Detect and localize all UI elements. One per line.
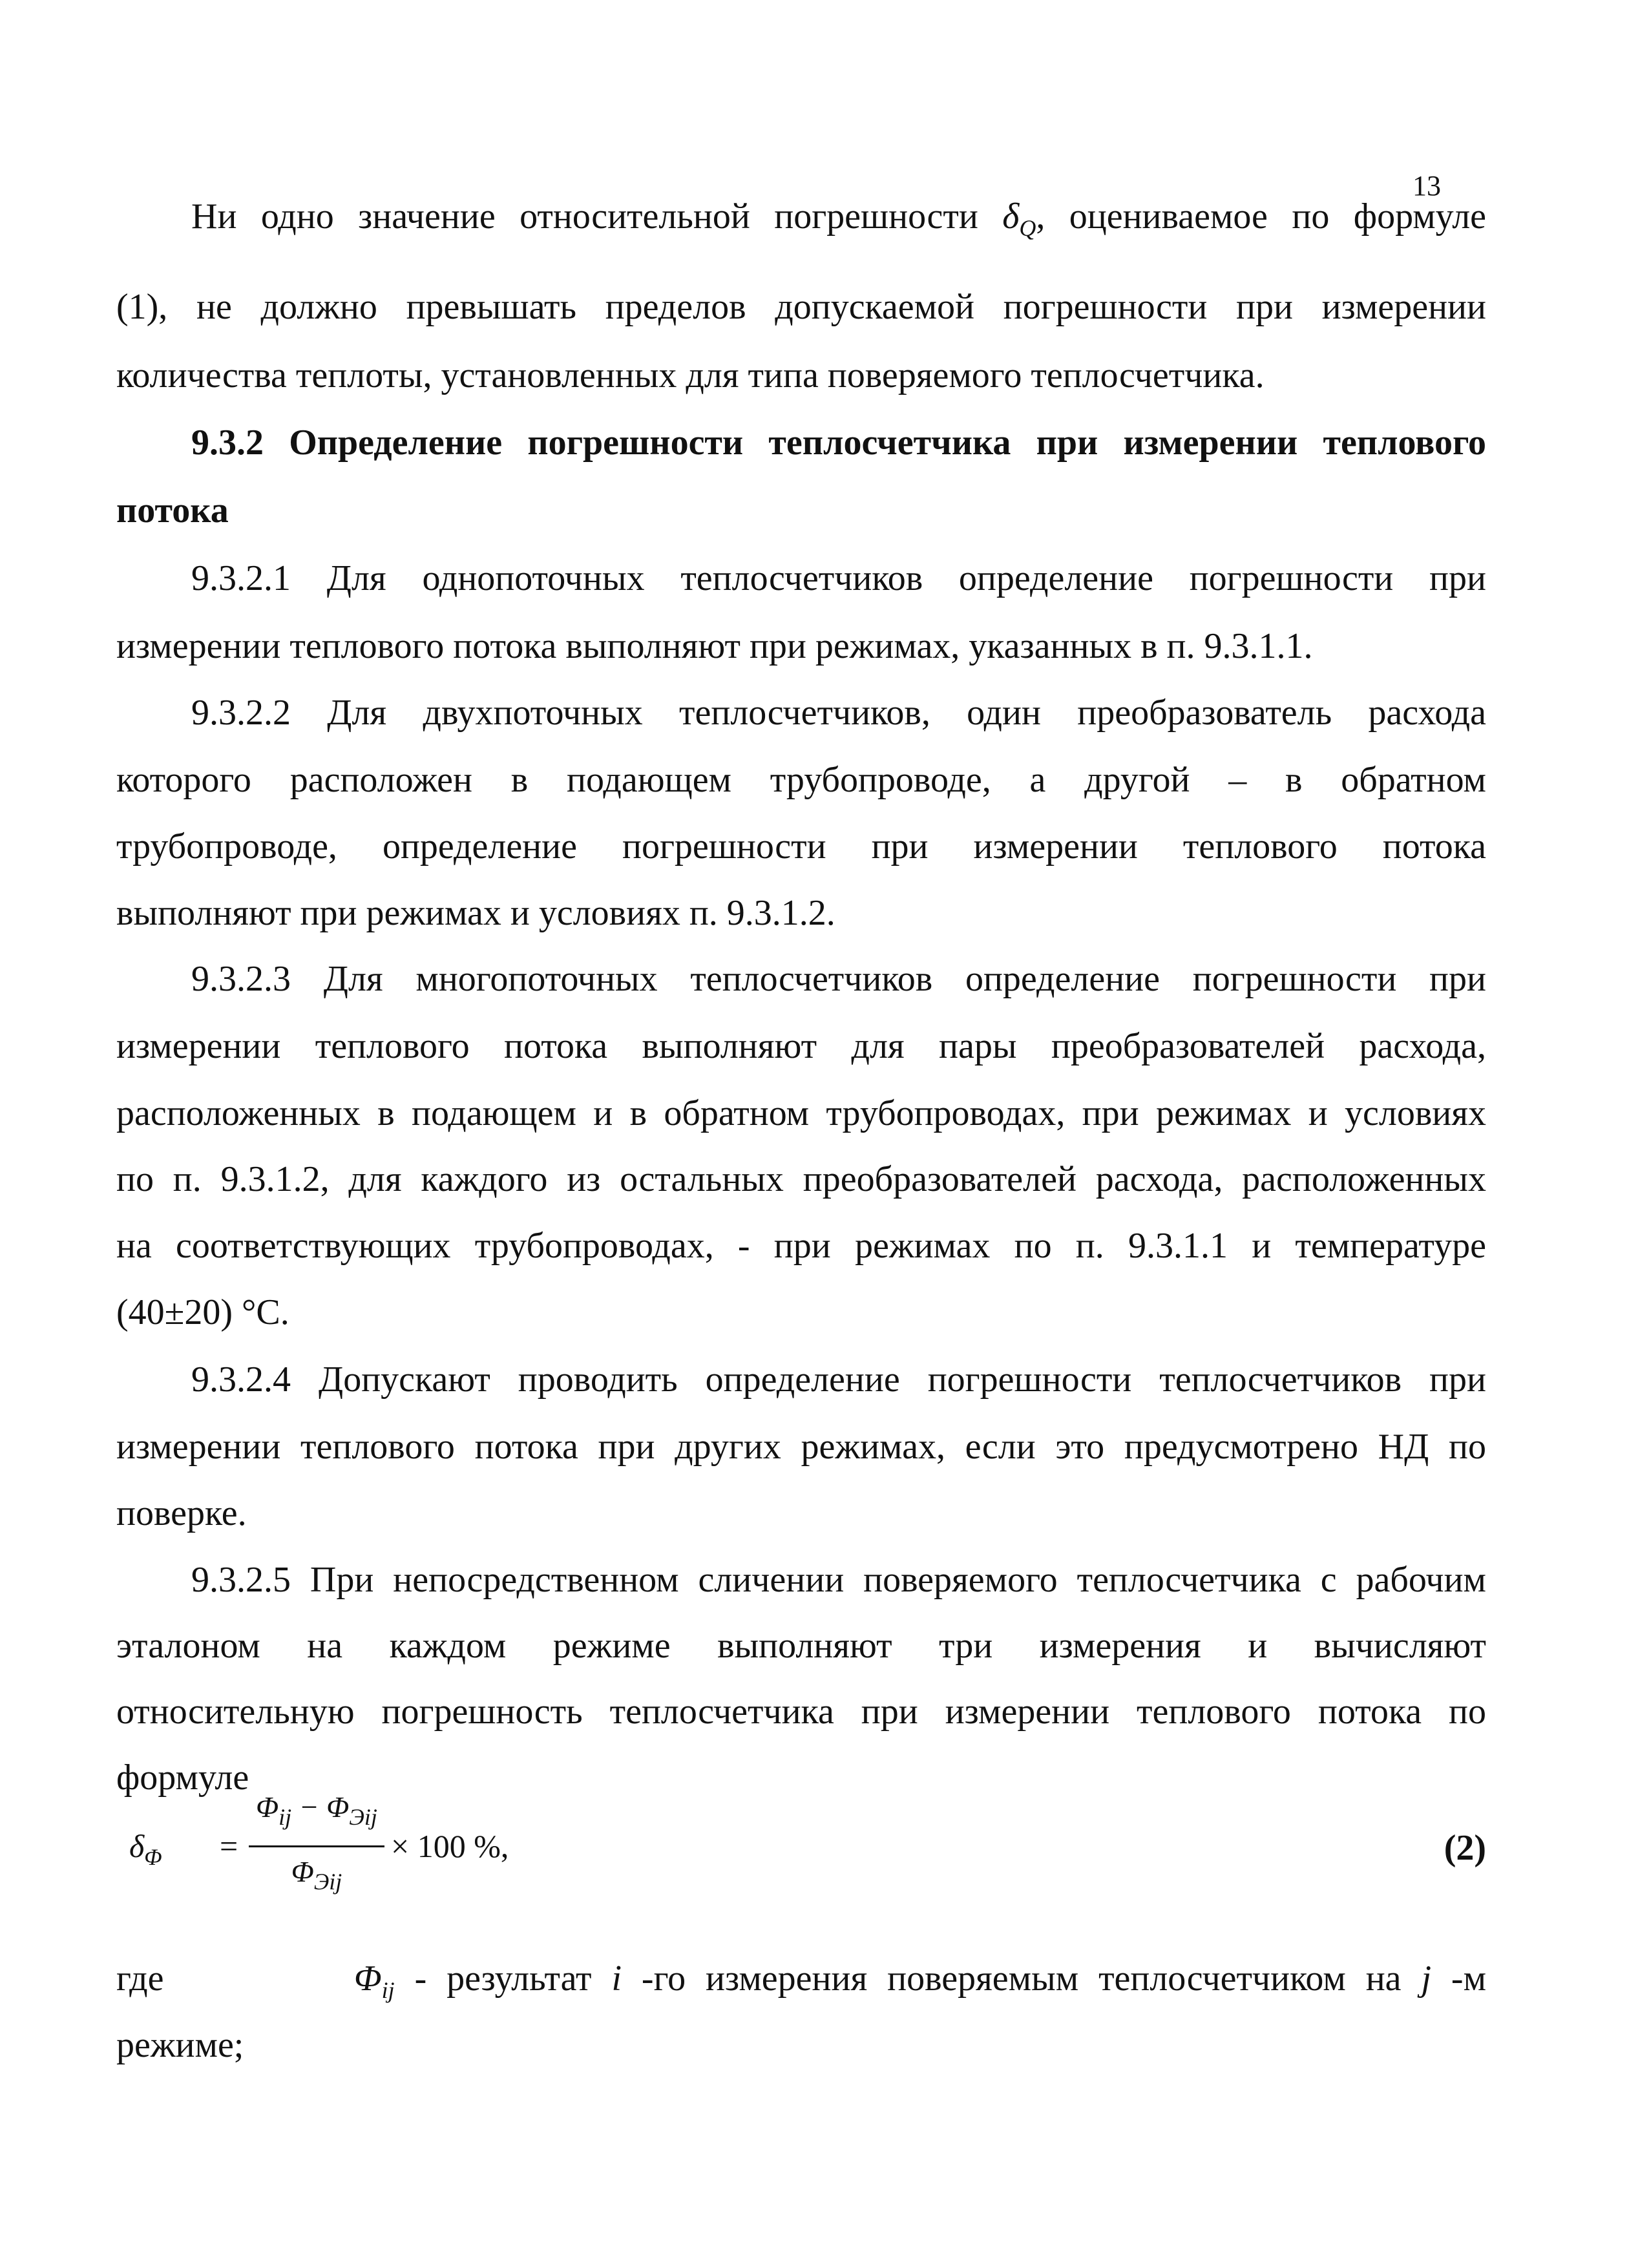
section-heading: потока bbox=[116, 490, 229, 530]
formula-denominator: $\Phi_{Эij}$ bbox=[291, 1855, 342, 1895]
text-run: , оцениваемое по формуле bbox=[1036, 196, 1486, 236]
paragraph-line bbox=[191, 194, 1486, 251]
text-run: Ни одно значение относительной погрешности bbox=[191, 196, 978, 236]
paragraph-line: (40±20) °С. bbox=[116, 1292, 289, 1332]
paragraph-line: 9.3.2.5 При непосредственном сличении поверяемого теплосчетчика с рабочим bbox=[191, 1560, 1486, 1600]
fraction-bar bbox=[249, 1845, 384, 1847]
formula-number: (2) bbox=[1444, 1828, 1486, 1868]
formula-lhs: $\delta_\Phi$ bbox=[129, 1828, 162, 1870]
delta-symbol: δ bbox=[1002, 196, 1020, 236]
paragraph-line: количества теплоты, установленных для типа поверяемого теплосчетчика. bbox=[116, 355, 1265, 395]
paragraph-line: по п. 9.3.1.2, для каждого из остальных преобразователей расхода, расположенных bbox=[116, 1159, 1486, 1199]
paragraph-line: выполняют при режимах и условиях п. 9.3.1.2. bbox=[116, 893, 835, 933]
paragraph-line: 9.3.2.4 Допускают проводить определение погрешности теплосчетчиков при bbox=[191, 1360, 1486, 1400]
paragraph-line: измерении теплового потока выполняют для пары преобразователей расхода, bbox=[116, 1026, 1486, 1066]
where-definition: $\Phi_{ij}$ - результат i -го измерения поверяемым теплосчетчиком на j -м bbox=[354, 1958, 1487, 2003]
formula-numerator: $\Phi_{ij} - \Phi_{Эij}$ bbox=[256, 1790, 377, 1830]
formula-fraction bbox=[249, 1790, 384, 1913]
paragraph-line: которого расположен в подающем трубопроводе, а другой – в обратном bbox=[116, 760, 1486, 800]
formula-2 bbox=[116, 1790, 1486, 1913]
paragraph-line: режиме; bbox=[116, 2025, 244, 2065]
paragraph-line: 9.3.2.1 Для однопоточных теплосчетчиков определение погрешности при bbox=[191, 558, 1486, 598]
where-label: где bbox=[116, 1958, 164, 1999]
page-number: 13 bbox=[1413, 170, 1441, 202]
paragraph-line: эталоном на каждом режиме выполняют три измерения и вычисляют bbox=[116, 1626, 1486, 1666]
formula-multiplier: × 100 %, bbox=[391, 1828, 509, 1864]
paragraph-line: 9.3.2.2 Для двухпоточных теплосчетчиков, один преобразователь расхода bbox=[191, 693, 1486, 733]
paragraph-line: 9.3.2.3 Для многопоточных теплосчетчиков определение погрешности при bbox=[191, 959, 1486, 999]
paragraph-line: относительную погрешность теплосчетчика при измерении теплового потока по bbox=[116, 1692, 1486, 1732]
section-heading: 9.3.2 Определение погрешности теплосчетчика при измерении теплового bbox=[191, 423, 1486, 463]
paragraph-line: расположенных в подающем и в обратном трубопроводах, при режимах и условиях bbox=[116, 1093, 1486, 1133]
paragraph-line: на соответствующих трубопроводах, - при режимах по п. 9.3.1.1 и температуре bbox=[116, 1226, 1486, 1266]
paragraph-line: измерении теплового потока при других режимах, если это предусмотрено НД по bbox=[116, 1427, 1486, 1467]
paragraph-line: трубопроводе, определение погрешности при измерении теплового потока bbox=[116, 826, 1486, 866]
formula-equals: = bbox=[220, 1828, 238, 1864]
paragraph-line: формуле bbox=[116, 1758, 249, 1798]
paragraph-line: поверке. bbox=[116, 1493, 247, 1533]
paragraph-line: измерении теплового потока выполняют при режимах, указанных в п. 9.3.1.1. bbox=[116, 626, 1313, 666]
paragraph-line: (1), не должно превышать пределов допускаемой погрешности при измерении bbox=[116, 287, 1486, 327]
delta-subscript: Q bbox=[1019, 215, 1036, 241]
